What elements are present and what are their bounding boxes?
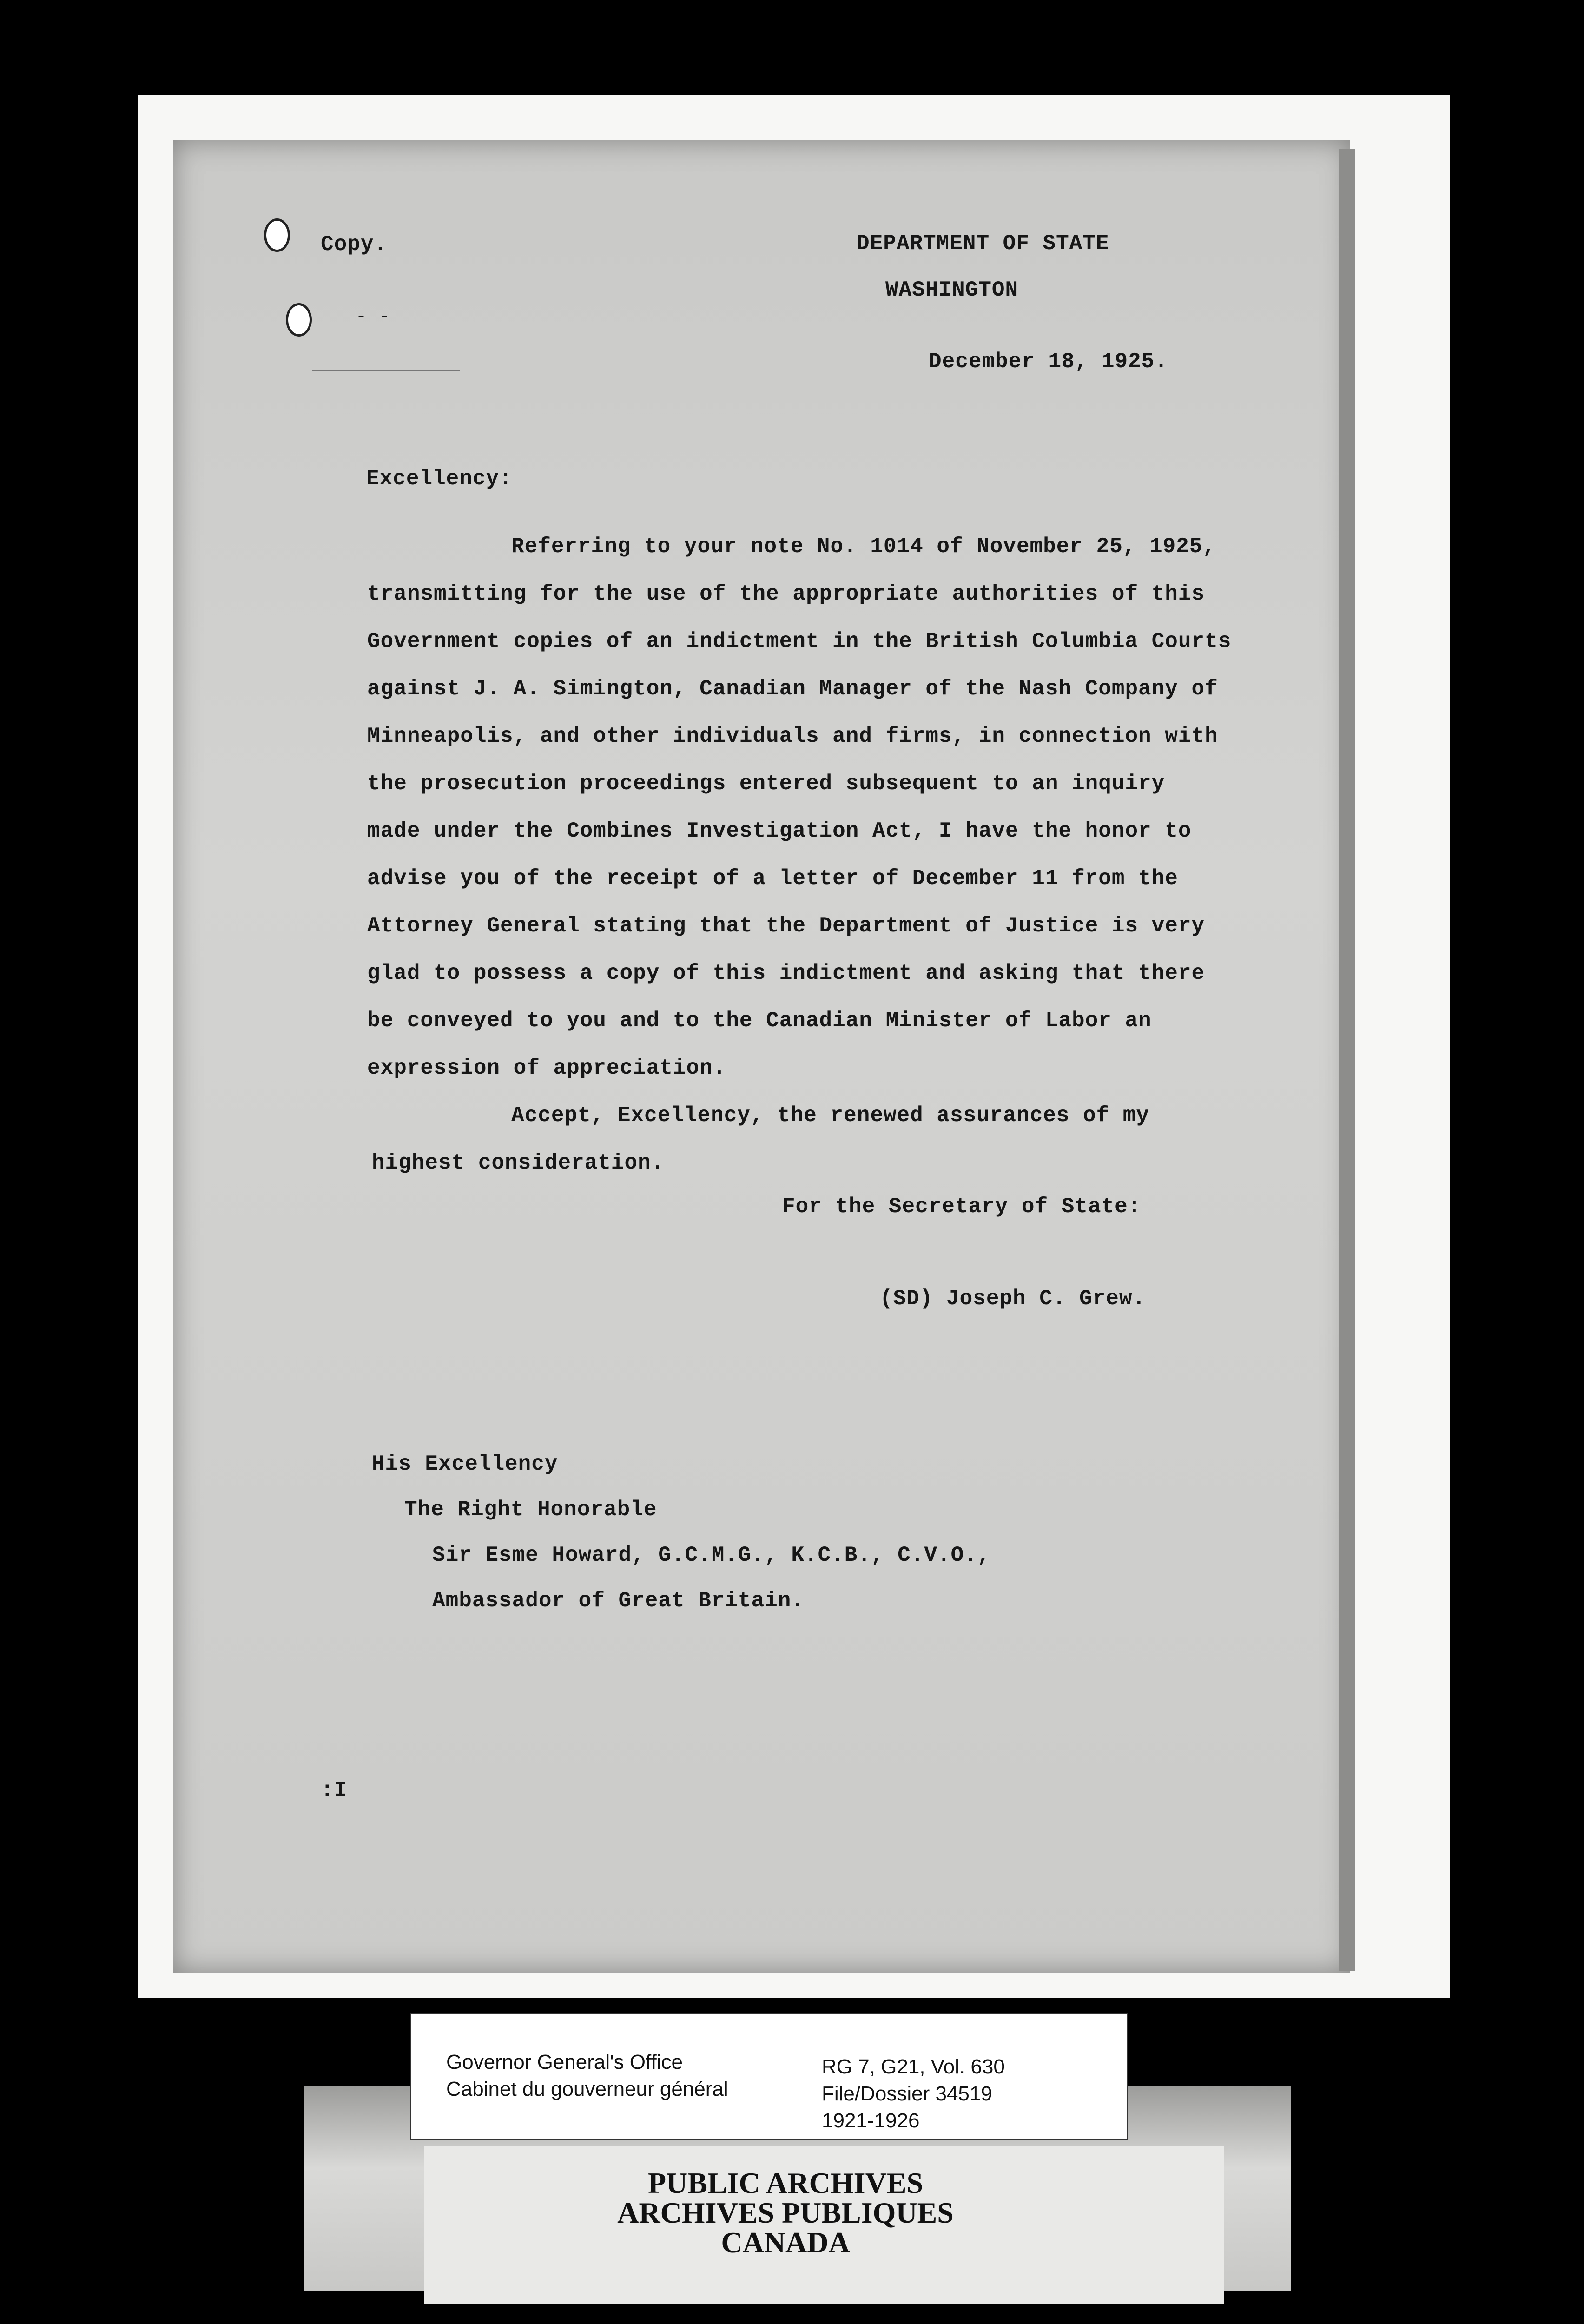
body-line: Minneapolis, and other individuals and firms, in connection with [367, 724, 1218, 748]
body-line: advise you of the receipt of a letter of December 11 from the [367, 866, 1178, 891]
body-line: transmitting for the use of the appropriate authorities of this [367, 582, 1205, 606]
date-range: 1921-1926 [822, 2109, 920, 2132]
body-line: Attorney General stating that the Department of Justice is very [367, 914, 1205, 938]
punch-hole-icon [264, 218, 290, 252]
department-heading: DEPARTMENT OF STATE [857, 231, 1109, 256]
archive-reference-card [410, 2013, 1128, 2140]
body-line: glad to possess a copy of this indictment and asking that there [367, 961, 1205, 985]
stamp-line-2: ARCHIVES PUBLIQUES [617, 2196, 954, 2229]
body-line: Government copies of an indictment in the British Columbia Courts [367, 629, 1232, 654]
record-group-ref: RG 7, G21, Vol. 630 [822, 2055, 1005, 2078]
closing-line: highest consideration. [372, 1151, 665, 1175]
address-line: His Excellency [372, 1452, 558, 1476]
office-name-en: Governor General's Office [446, 2051, 683, 2073]
body-line: be conveyed to you and to the Canadian Minister of Labor an [367, 1009, 1152, 1033]
dash-mark: - - [356, 307, 391, 328]
letter-date: December 18, 1925. [929, 350, 1168, 374]
address-line: Ambassador of Great Britain. [432, 1589, 805, 1613]
file-number: File/Dossier 34519 [822, 2082, 992, 2105]
city-heading: WASHINGTON [885, 278, 1019, 302]
address-line: Sir Esme Howard, G.C.M.G., K.C.B., C.V.O., [432, 1543, 991, 1567]
stamp-line-1: PUBLIC ARCHIVES [647, 2166, 924, 2199]
punch-hole-icon [286, 303, 312, 337]
salutation: Excellency: [366, 467, 513, 491]
margin-mark: :I [321, 1778, 348, 1802]
closing-line: Accept, Excellency, the renewed assurances of my [511, 1103, 1150, 1128]
copy-mark: Copy. [321, 232, 388, 257]
for-secretary: For the Secretary of State: [782, 1195, 1142, 1219]
address-line: The Right Honorable [404, 1498, 657, 1522]
office-name-fr: Cabinet du gouverneur général [446, 2078, 728, 2100]
body-line: Referring to your note No. 1014 of November 25, 1925, [511, 535, 1216, 559]
body-line: expression of appreciation. [367, 1056, 726, 1080]
signature: (SD) Joseph C. Grew. [880, 1287, 1146, 1311]
body-line: the prosecution proceedings entered subsequent to an inquiry [367, 772, 1165, 796]
stamp-line-3: CANADA [721, 2226, 850, 2259]
letter-page [173, 140, 1350, 1973]
body-line: against J. A. Simington, Canadian Manager of the Nash Company of [367, 677, 1218, 701]
divider [312, 370, 460, 371]
page-edge-shadow [1339, 149, 1355, 1971]
body-line: made under the Combines Investigation Act, I have the honor to [367, 819, 1192, 843]
